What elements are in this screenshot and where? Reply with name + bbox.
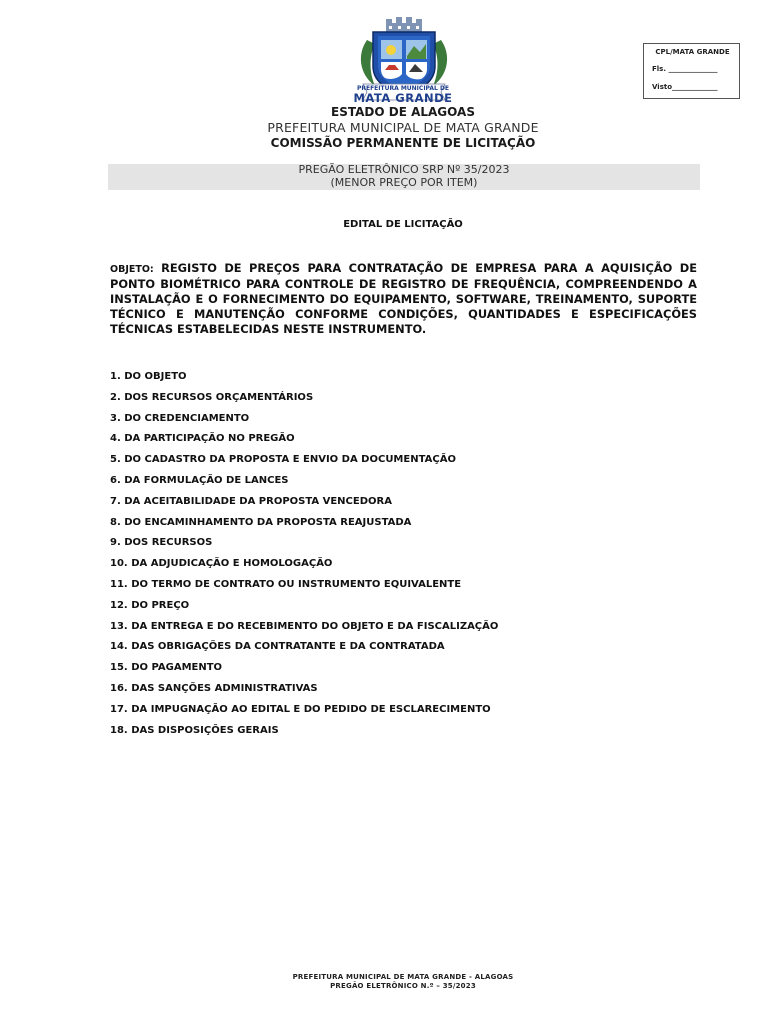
toc-item: 3. DO CREDENCIAMENTO <box>110 412 250 424</box>
crest-banner-name: MATA GRANDE <box>353 91 453 105</box>
commission-heading: COMISSÃO PERMANENTE DE LICITAÇÃO <box>270 136 536 150</box>
prefecture-heading: PREFEITURA MUNICIPAL DE MATA GRANDE <box>267 120 539 135</box>
page-footer <box>0 973 770 991</box>
object-label: OBJETO: <box>110 264 154 275</box>
toc-item: 7. DA ACEITABILIDADE DA PROPOSTA VENCEDORA <box>110 495 392 507</box>
process-number: PREGÃO ELETRÔNICO SRP Nº 35/2023 <box>298 163 510 176</box>
document-title: EDITAL DE LICITAÇÃO <box>343 219 463 230</box>
stamp-visto-field: Visto_____________ <box>652 83 718 91</box>
toc-item: 2. DOS RECURSOS ORÇAMENTÁRIOS <box>110 391 314 403</box>
toc-item: 17. DA IMPUGNAÇÃO AO EDITAL E DO PEDIDO DE ESCLARECIMENTO <box>110 703 491 715</box>
table-of-contents <box>110 370 498 744</box>
footer-prefecture: PREFEITURA MUNICIPAL DE MATA GRANDE - ALAGOAS <box>292 973 514 981</box>
object-text: REGISTO DE PREÇOS PARA CONTRATAÇÃO DE EMPRESA PARA A AQUISIÇÃO DE PONTO BIOMÉTRICO PARA CONTROLE DE REGISTRO DE FREQUÊNCIA, COMPREENDENDO A INSTALAÇÃO E O FORNECIMENTO DO EQUIPAMENTO, SOFTWARE, TREINAMENTO, SUPORTE TÉCNICO E MANUTENÇÃO CONFORME CONDIÇÕES, QUANTIDADES E ESPECIFICAÇÕES TÉCNICAS ESTABELECIDAS NESTE INSTRUMENTO. <box>110 261 697 336</box>
process-criterion: (MENOR PREÇO POR ITEM) <box>330 175 478 189</box>
toc-item: 1. DO OBJETO <box>110 371 187 382</box>
stamp-fls-field: Fls. ______________ <box>652 65 718 73</box>
toc-item: 18. DAS DISPOSIÇÕES GERAIS <box>110 724 279 736</box>
toc-item: 6. DA FORMULAÇÃO DE LANCES <box>110 474 289 486</box>
state-heading: ESTADO DE ALAGOAS <box>331 105 475 119</box>
object-paragraph <box>110 261 697 337</box>
toc-item: 8. DO ENCAMINHAMENTO DA PROPOSTA REAJUSTADA <box>110 516 412 528</box>
toc-item: 15. DO PAGAMENTO <box>110 662 223 674</box>
toc-item: 9. DOS RECURSOS <box>110 537 213 549</box>
toc-item: 5. DO CADASTRO DA PROPOSTA E ENVIO DA DOCUMENTAÇÃO <box>110 454 456 466</box>
footer-process: PREGÃO ELETRÔNICO N.º – 35/2023 <box>330 982 476 990</box>
stamp-title: CPL/MATA GRANDE <box>655 48 730 56</box>
toc-item: 13. DA ENTREGA E DO RECEBIMENTO DO OBJETO E DA FISCALIZAÇÃO <box>110 620 499 632</box>
toc-item: 12. DO PREÇO <box>110 599 190 611</box>
toc-item: 14. DAS OBRIGAÇÕES DA CONTRATANTE E DA CONTRATADA <box>110 641 445 653</box>
toc-item: 16. DAS SANÇÕES ADMINISTRATIVAS <box>110 682 318 694</box>
toc-item: 4. DA PARTICIPAÇÃO NO PREGÃO <box>110 433 295 445</box>
crest-banner-top: PREFEITURA MUNICIPAL DE <box>356 85 450 92</box>
toc-item: 10. DA ADJUDICAÇÃO E HOMOLOGAÇÃO <box>110 558 333 570</box>
process-banner <box>108 164 700 190</box>
toc-item: 11. DO TERMO DE CONTRATO OU INSTRUMENTO EQUIVALENTE <box>110 578 462 590</box>
